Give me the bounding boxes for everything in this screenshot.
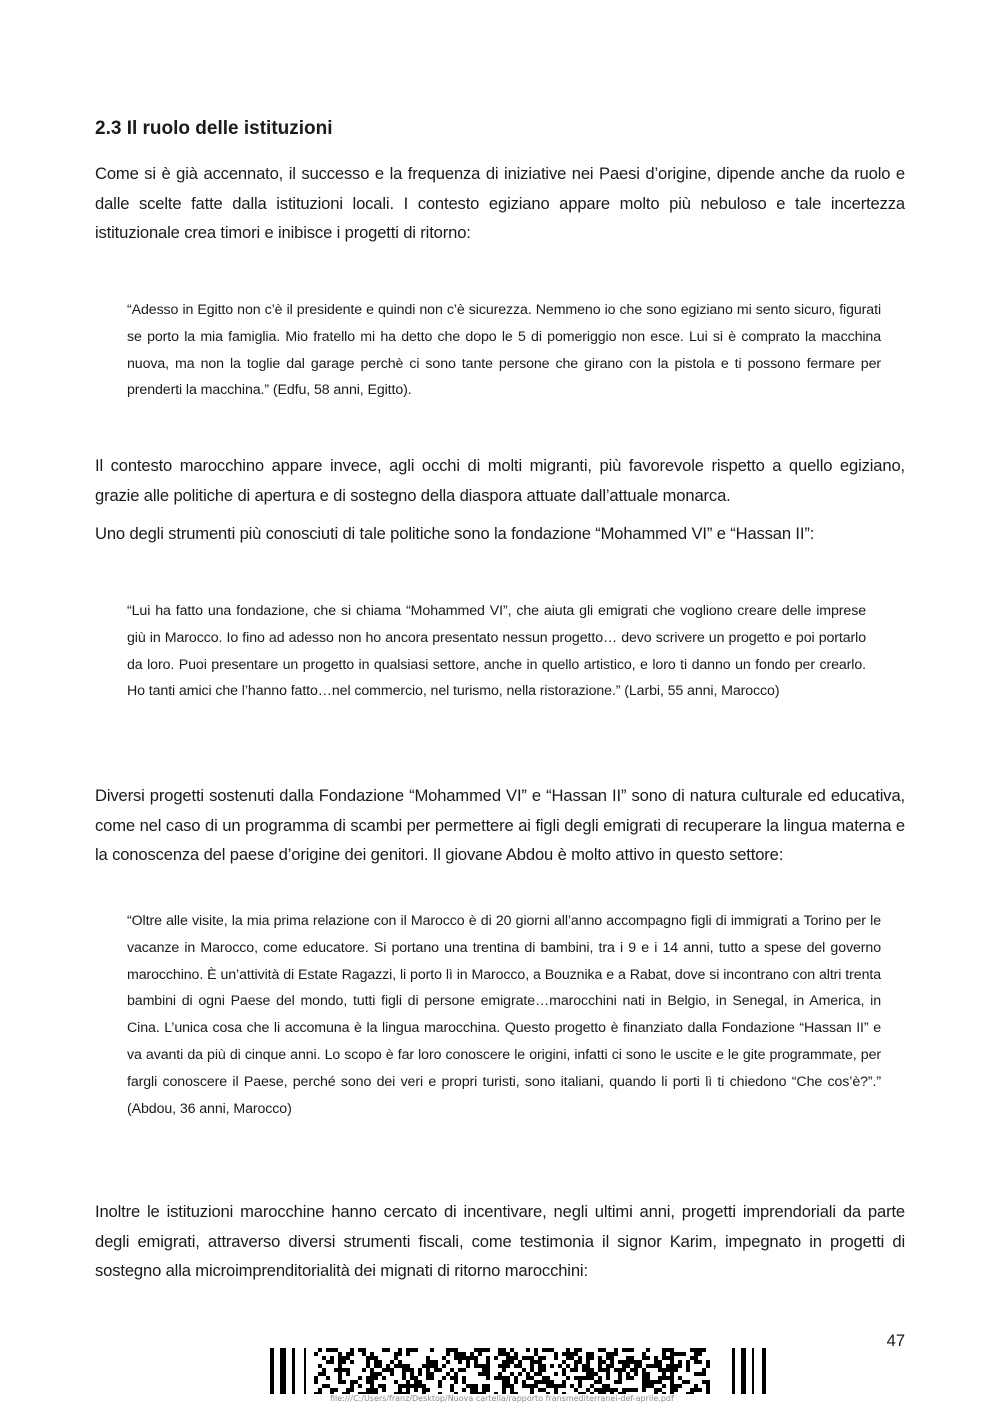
paragraph-morocco-context: Il contesto marocchino appare invece, agli occhi di molti migranti, più favorevole rispetto a quello egiziano, grazie alle politiche di apertura e di sostegno della diaspora attuate dall’attuale monarca. [95,456,905,505]
paragraph-cultural-projects: Diversi progetti sostenuti dalla Fondazione “Mohammed VI” e “Hassan II” sono di natura culturale ed educativa, come nel caso di un programma di scambi per permettere ai figli degli emigrati di recuperare la lingua materna e la conoscenza del paese d’origine dei genitori. Il giovane Abdou è molto attivo in questo settore: [95,786,905,864]
page-number: 47 [886,1332,905,1350]
paragraph-foundations: Uno degli strumenti più conosciuti di tale politiche sono la fondazione “Mohammed VI” e “Hassan II”: [95,524,815,543]
paragraph-intro: Come si è già accennato, il successo e la frequenza di iniziative nei Paesi d’origine, dipende anche da ruolo e dalle scelte fatte dalla istituzioni locali. I contesto egiziano appare molto più nebuloso e tale incertezza istituzionale crea timori e inibisce i progetti di ritorno: [95,164,905,242]
quote-abdou: “Oltre alle visite, la mia prima relazione con il Marocco è di 20 giorni all’anno accompagno figli di immigrati a Torino per le vacanze in Marocco, come educatore. Si portano una trentina di bambini, tra i 9 e i 14 anni, tutto a spese del governo marocchino. È un’attività di Estate Ragazzi, li porto lì in Marocco, a Bouznika e a Rabat, dove si incontrano con altri trenta bambini di ogni Paese del mondo, tutti figli di persone emigrate…marocchini nati in Belgio, in Senegal, in America, in Cina. L’unica cosa che li accomuna è la lingua marocchina. Questo progetto è finanziato dalla Fondazione “Hassan II” e va avanti da più di cinque anni. Lo scopo è far loro conoscere le origini, infatti ci sono le uscite e le gite programmate, per fargli conoscere il Paese, perché sono dei veri e propri turisti, sono italiani, quando li porti lì ti chiedono “Che cos’è?”.” (Abdou, 36 anni, Marocco) [127,913,881,1117]
paragraph-fiscal-incentives: Inoltre le istituzioni marocchine hanno cercato di incentivare, negli ultimi anni, progetti imprendoriali da parte degli emigrati, attraverso diversi strumenti fiscali, come testimonia il signor Karim, impegnato in progetti di sostegno alla microimprenditorialità dei mignati di ritorno marocchini: [95,1202,905,1280]
barcode-image [262,1348,767,1394]
section-heading: 2.3 Il ruolo delle istituzioni [95,118,333,139]
footer-file-path: file:///C:/Users/franz/Desktop/Nuova cartella/rapporto fransmediterranei-def-aprile.pdf [330,1394,674,1403]
quote-larbi: “Lui ha fatto una fondazione, che si chiama “Mohammed VI”, che aiuta gli emigrati che vogliono creare delle imprese giù in Marocco. Io fino ad adesso non ho ancora presentato nessun progetto… devo scrivere un progetto e poi portarlo da loro. Puoi presentare un progetto in qualsiasi settore, anche in quello artistico, e loro ti danno un fondo per crearlo. Ho tanti amici che l’hanno fatto…nel commercio, nel turismo, nella ristorazione.” (Larbi, 55 anni, Marocco) [127,603,866,700]
quote-edfu: “Adesso in Egitto non c’è il presidente e quindi non c’è sicurezza. Nemmeno io che sono egiziano mi sento sicuro, figurati se porto la mia famiglia. Mio fratello mi ha detto che dopo le 5 di pomeriggio non esce. Lui si è comprato la macchina nuova, ma non la toglie dal garage perchè ci sono tante persone che girano con la pistola e ti possono fermare per prenderti la macchina.” (Edfu, 58 anni, Egitto). [127,302,881,399]
